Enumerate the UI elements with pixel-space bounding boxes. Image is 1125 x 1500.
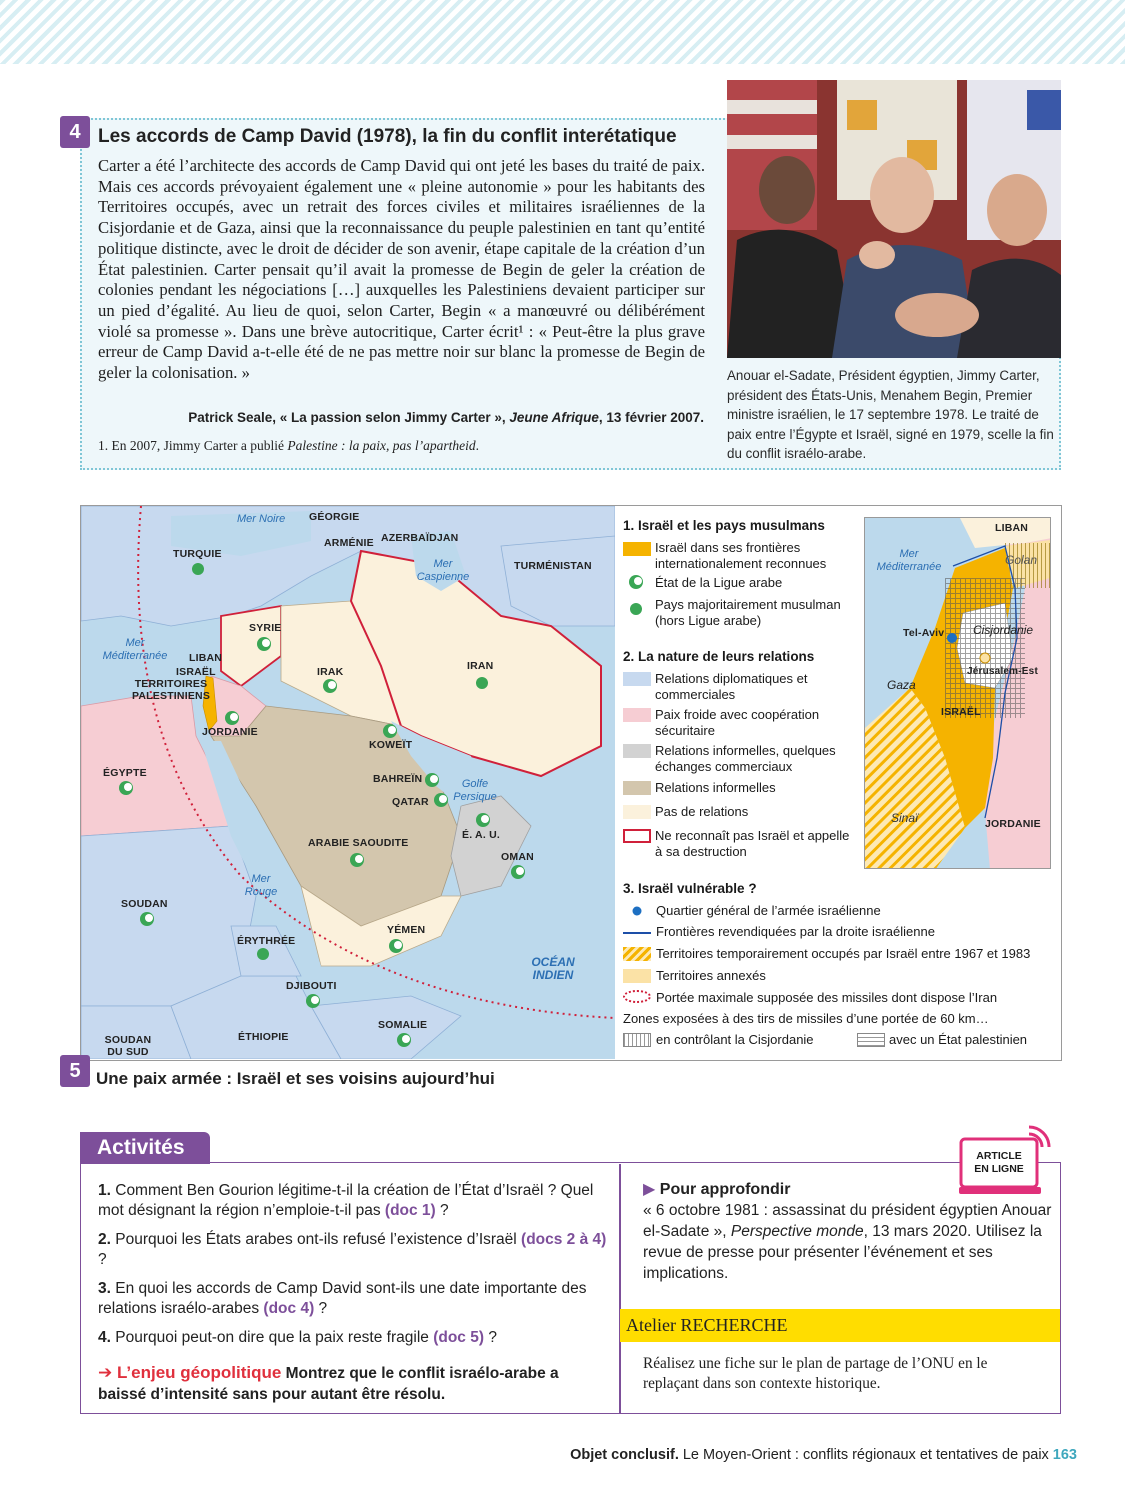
doc5-title: Une paix armée : Israël et ses voisins aujourd’hui [96, 1069, 495, 1088]
label-djibouti: DJIBOUTI [286, 980, 337, 992]
inset-telaviv-dot [947, 633, 957, 643]
q4-end: ? [484, 1329, 497, 1346]
footer-bold: Objet conclusif. [570, 1447, 679, 1463]
label-bahrein: BAHREÏN [373, 773, 423, 785]
legend-heading-1: 1. Israël et les pays musulmans [623, 518, 825, 533]
top-hatched-band [0, 0, 1125, 64]
label-iran: IRAN [467, 660, 494, 672]
label-irak: IRAK [317, 666, 344, 678]
sea-mediterranee: Mer Méditerranée [102, 637, 168, 662]
swatch-annexes [623, 969, 651, 983]
legend-frontieres: Frontières revendiquées par la droite israélienne [656, 924, 935, 939]
atelier-recherche-bar: Atelier RECHERCHE [620, 1309, 1060, 1342]
legend-israel: Israël dans ses frontières internationalement reconnues [655, 540, 827, 571]
legend-heading-3: 3. Israël vulnérable ? [623, 881, 757, 896]
swatch-aucune [623, 805, 651, 819]
label-liban: LIBAN [189, 652, 223, 664]
activities-tab: Activités [80, 1132, 210, 1164]
question-3 [98, 1279, 610, 1319]
doc5-number-badge: 5 [60, 1055, 90, 1087]
inset-label-golan: Golan [1005, 553, 1038, 567]
q3-number: 3. [98, 1280, 111, 1297]
doc4-paragraph: Carter a été l’architecte des accords de Camp David qui ont jeté les bases du traité de paix. Mais ces accords prévoyaient également une « pleine autonomie » pour les habitants des Territoires occupés, avec un retrait des forces civiles et militaires israéliennes de la Cisjordanie et de Gaza, ainsi que la reconnaissance du peuple palestinien en tant qu’entité politique distincte, avec le droit de décider de son avenir, étape capitale de la création d’un État palestinien. Carter pensait qu’il avait la promesse de Begin de geler la création de colonies pendant les négociations […] auxquelles les Palestiniens devaient participer sur un pied d’égalité. Au lieu de quoi, selon Carter, Begin « a manœuvré ou délibérément violé sa promesse ». Dans une brève autocritique, Carter écrit¹ : « Peut-être la plus grave erreur de Camp David a-t-elle été de ne pas mettre noir sur blanc la promesse de Begin de geler la colonisation. » [98, 156, 705, 383]
enjeu-label: L’enjeu géopolitique [116, 1363, 282, 1382]
swatch-occupes [623, 947, 651, 961]
question-2 [98, 1230, 610, 1270]
swatch-etat-pal [857, 1033, 885, 1047]
label-soudan-sud: SOUDAN DU SUD [104, 1034, 152, 1058]
q2-text: Pourquoi les États arabes ont-ils refusé l’existence d’Israël [110, 1231, 522, 1248]
doc4-title: Les accords de Camp David (1978), la fin du conflit interétatique [98, 126, 677, 147]
label-erythree: ÉRYTHRÉE [237, 935, 296, 947]
source-date: , 13 février 2007. [598, 410, 704, 425]
inset-cisj-hatch [945, 578, 1025, 718]
doc4-footnote [98, 438, 479, 454]
pays-musulman-icon [629, 602, 643, 616]
sea-golfe: Golfe Persique [453, 778, 497, 803]
note-suffix: . [475, 438, 479, 453]
inset-label-cisjordanie: Cisjordanie [973, 623, 1034, 637]
q2-end: ? [98, 1251, 107, 1268]
sea-caspienne: Mer Caspienne [416, 558, 470, 583]
label-syrie: SYRIE [249, 622, 282, 634]
legend-ligue: État de la Ligue arabe [655, 575, 783, 590]
label-somalie: SOMALIE [378, 1019, 428, 1031]
legend-zones: Zones exposées à des tirs de missiles d’une portée de 60 km… [623, 1011, 989, 1026]
inset-label-gaza: Gaza [887, 678, 916, 692]
note-title: Palestine : la paix, pas l’apartheid [287, 438, 476, 453]
label-egypte: ÉGYPTE [103, 767, 147, 779]
label-ethiopie: ÉTHIOPIE [238, 1031, 289, 1043]
inset-label-liban: LIBAN [995, 522, 1029, 534]
label-koweit: KOWEÏT [369, 739, 413, 751]
source-journal: Jeune Afrique [509, 410, 599, 425]
swatch-israel [623, 542, 651, 556]
legend-etat-pal: avec un État palestinien [889, 1032, 1028, 1047]
q4-text: Pourquoi peut-on dire que la paix reste fragile [110, 1329, 434, 1346]
sea-ocean-indien: OCÉAN INDIEN [531, 955, 575, 982]
badge-line-1: ARTICLE [976, 1150, 1022, 1162]
q3-doc-ref[interactable]: (doc 4) [263, 1300, 315, 1317]
swatch-diplo [623, 672, 651, 686]
note-prefix: 1. En 2007, Jimmy Carter a publié [98, 438, 288, 453]
label-arabie: ARABIE SAOUDITE [308, 837, 409, 849]
activities-column-separator [619, 1164, 621, 1413]
article-en-ligne-button[interactable] [959, 1123, 1055, 1199]
label-yemen: YÉMEN [387, 924, 426, 936]
legend-annexes: Territoires annexés [656, 968, 766, 983]
q4-doc-ref[interactable]: (doc 5) [433, 1329, 485, 1346]
badge-line-2: EN LIGNE [974, 1163, 1024, 1175]
q1-number: 1. [98, 1182, 111, 1199]
label-armenie: ARMÉNIE [324, 537, 374, 549]
legend-majoritaire: Pays majoritairement musulman (hors Ligue arabe) [655, 597, 841, 628]
enjeu-text: Montrez que le conflit israélo-arabe a baissé d’intensité sans pour autant être résolu. [98, 1365, 559, 1403]
approfondir-text [643, 1200, 1053, 1284]
legend-froide: Paix froide avec coopération sécuritaire [655, 707, 820, 738]
swatch-informelles-q [623, 744, 651, 758]
legend-diplo: Relations diplomatiques et commerciales [655, 671, 808, 702]
approfondir-title: Pour approfondir [659, 1181, 791, 1198]
inset-label-telaviv: Tel-Aviv [903, 627, 945, 639]
q2-doc-ref[interactable]: (docs 2 à 4) [521, 1231, 607, 1248]
legend-heading-2: 2. La nature de leurs relations [623, 649, 815, 664]
label-azerbaidjan: AZERBAÏDJAN [381, 532, 459, 544]
q1-text: Comment Ben Gourion légitime-t-il la création de l’État d’Israël ? Quel mot désignant la région n’emploie-t-il pas [98, 1182, 594, 1219]
inset-label-jerusalem: Jérusalem-Est [967, 666, 1038, 677]
swatch-informelles [623, 781, 651, 795]
ligue-arabe-icon [628, 574, 644, 590]
label-turkmenistan: TURMÉNISTAN [514, 560, 592, 572]
q2-number: 2. [98, 1231, 111, 1248]
triangle-right-icon: ▶ [643, 1181, 656, 1198]
label-jordanie: JORDANIE [202, 726, 258, 738]
label-georgie: GÉORGIE [309, 511, 360, 523]
inset-label-mer: Mer Méditerranée [876, 548, 942, 573]
label-territoires: TERRITOIRES PALESTINIENS [131, 678, 211, 702]
q3-end: ? [314, 1300, 328, 1317]
middle-east-map [81, 506, 615, 1059]
swatch-reconnait [623, 829, 651, 843]
approf-text-1: « 6 octobre 1981 : assassinat du président égyptien Anouar el-Sadate », [643, 1202, 1052, 1240]
legend-portee: Portée maximale supposée des missiles dont dispose l’Iran [656, 990, 998, 1005]
doc4-source [188, 410, 704, 425]
page-number: 163 [1052, 1447, 1077, 1463]
q3-text: En quoi les accords de Camp David sont-ils une date importante des relations israélo-arabes [98, 1280, 587, 1317]
sea-mer-rouge: Mer Rouge [244, 873, 278, 898]
qg-icon [632, 906, 642, 916]
label-turquie: TURQUIE [173, 548, 222, 560]
camp-david-photo [727, 80, 1061, 358]
israel-inset-map [864, 517, 1051, 869]
enjeu-geopolitique [98, 1362, 610, 1405]
legend-aucune: Pas de relations [655, 804, 749, 819]
footer-text: Le Moyen-Orient : conflits régionaux et tentatives de paix [678, 1447, 1049, 1463]
sea-mer-noire: Mer Noire [237, 513, 286, 525]
swatch-portee [623, 990, 651, 1003]
label-oman: OMAN [501, 851, 534, 863]
approf-text-2: , 13 mars 2020. Utilisez la revue de presse pour présenter l’événement et ses implications. [643, 1223, 1042, 1282]
inset-label-sinai: Sinaï [891, 811, 919, 825]
swatch-cisjordanie [623, 1033, 651, 1047]
source-author: Patrick Seale, « La passion selon Jimmy Carter », [188, 410, 510, 425]
approf-journal: Perspective monde [730, 1223, 864, 1240]
q1-doc-ref[interactable]: (doc 1) [384, 1202, 436, 1219]
inset-label-jordanie: JORDANIE [985, 818, 1041, 830]
swatch-frontieres [623, 932, 651, 934]
inset-label-israel: ISRAËL [941, 706, 981, 718]
inset-jerusalem-dot [980, 653, 990, 663]
photo-caption: Anouar el-Sadate, Président égyptien, Jimmy Carter, président des États-Unis, Menahem Begin, Premier ministre israélien, le 17 septembre 1978. Le traité de paix entre l’Égypte et Israël, signé en 1979, scelle la fin du conflit israélo-arabe. [727, 368, 1054, 461]
legend-qg: Quartier général de l’armée israélienne [656, 903, 881, 918]
badge-text [963, 1150, 1035, 1176]
q4-number: 4. [98, 1329, 111, 1346]
legend-informelles-q: Relations informelles, quelques échanges commerciaux [655, 743, 836, 774]
swatch-froide [623, 708, 651, 722]
doc4-number-badge: 4 [60, 116, 90, 148]
label-qatar: QATAR [392, 796, 429, 808]
label-israel: ISRAËL [176, 666, 216, 678]
label-soudan: SOUDAN [121, 898, 168, 910]
q1-end: ? [435, 1202, 449, 1219]
legend-reconnait: Ne reconnaît pas Israël et appelle à sa destruction [655, 828, 850, 859]
arrow-right-icon: ➔ [98, 1363, 117, 1382]
atelier-text: Réalisez une fiche sur le plan de partage de l’ONU en le replaçant dans son contexte historique. [643, 1355, 988, 1392]
label-eau: É. A. U. [462, 829, 500, 841]
question-1 [98, 1181, 610, 1221]
legend-cisjordanie: en contrôlant la Cisjordanie [656, 1032, 814, 1047]
legend-occupes: Territoires temporairement occupés par Israël entre 1967 et 1983 [656, 946, 1031, 961]
legend-informelles: Relations informelles [655, 780, 776, 795]
page-footer [570, 1447, 1077, 1463]
question-4 [98, 1328, 610, 1348]
